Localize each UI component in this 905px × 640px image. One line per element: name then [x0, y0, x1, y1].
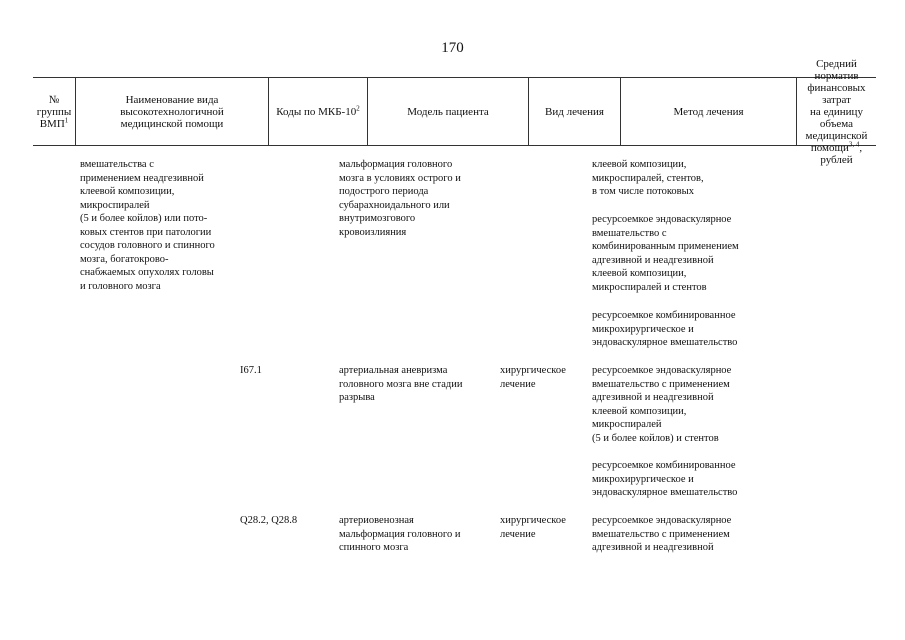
cell-line: ресурсоемкое эндоваскулярное [592, 214, 732, 225]
header-text: № [48, 93, 60, 106]
cell-line: клеевой композиции, [592, 405, 687, 417]
cell-line: кровоизлияния [339, 226, 407, 238]
cell-line: мозга в условиях острого и [339, 172, 461, 184]
cell-line: хирургическое [500, 365, 566, 376]
cell-line: (5 и более койлов) или пото- [80, 213, 208, 224]
model-cell [339, 364, 463, 405]
footnote-mark: 3, 4 [848, 139, 860, 148]
cell-line: микроспиралей [592, 419, 662, 430]
header-text: ВМП [39, 117, 65, 130]
header-text: Средний норматив [814, 57, 859, 82]
cell-line: применением неадгезивной [80, 172, 204, 184]
cell-line: хирургическое [500, 515, 566, 526]
cell-line: вмешательства с [80, 159, 154, 170]
cell-line: клеевой композиции, [592, 159, 687, 170]
method-block [592, 309, 737, 350]
cell-line: ковых стентов при патологии [80, 226, 212, 238]
method-block [592, 213, 739, 294]
header-col-cost [797, 57, 876, 166]
cell-line: микроспиралей [80, 199, 150, 211]
cell-line: мозга, богатокрово- [80, 253, 169, 265]
header-text: помощи [810, 141, 849, 154]
footnote-mark: 1 [64, 115, 69, 124]
header-text: медицинской [805, 129, 868, 142]
cell-line: микрохирургическое и [592, 323, 694, 335]
header-text: Модель пациента [407, 105, 489, 118]
header-text: Коды по МКБ-10 [276, 105, 357, 118]
header-col-codes [269, 78, 368, 145]
cell-line: микроспиралей, стентов, [592, 172, 704, 184]
cell-line: внутримозгового [339, 213, 416, 224]
cell-line: вмешательство с [592, 227, 667, 239]
cell-line: (5 и более койлов) и стентов [592, 432, 719, 444]
header-text: Наименование вида [125, 93, 219, 106]
cell-line: подострого периода [339, 186, 429, 197]
cell-line: адгезивной и неадгезивной [592, 254, 714, 266]
header-col-name [76, 78, 269, 145]
cell-line: лечение [500, 378, 536, 390]
method-block [592, 364, 731, 445]
header-col-method [621, 78, 797, 145]
cell-line: эндоваскулярное вмешательство [592, 337, 738, 348]
cell-line: лечение [500, 528, 536, 540]
cell-line: головного мозга вне стадии [339, 378, 463, 390]
header-text: медицинской помощи [120, 117, 224, 130]
cell-line: разрыва [339, 392, 375, 403]
cell-line: артериовенозная [339, 515, 414, 526]
header-col-treatment [529, 78, 621, 145]
cell-line: снабжаемых опухолях головы [80, 267, 214, 278]
cell-line: микроспиралей и стентов [592, 281, 707, 293]
code-cell: Q28.2, Q28.8 [240, 515, 298, 526]
cell-line: и головного мозга [80, 280, 161, 292]
cell-line: мальформация головного и [339, 528, 461, 540]
header-text: группы [36, 105, 72, 118]
method-block [592, 459, 737, 500]
header-text: Вид лечения [545, 105, 604, 118]
header-text: финансовых затрат [807, 81, 866, 106]
cell-line: ресурсоемкое эндоваскулярное [592, 365, 732, 376]
header-text: Метод лечения [673, 105, 744, 118]
cell-line: микрохирургическое и [592, 473, 694, 485]
cell-line: адгезивной и неадгезивной [592, 392, 714, 403]
header-text [797, 139, 876, 166]
header-text [37, 115, 72, 130]
cell-line: артериальная аневризма [339, 365, 448, 376]
header-text: , рублей [820, 141, 863, 166]
cell-line: сосудов головного и спинного [80, 240, 215, 251]
cell-line: эндоваскулярное вмешательство [592, 487, 738, 498]
method-block [592, 514, 731, 555]
cell-line: субарахноидального или [339, 199, 450, 211]
header-col-model [368, 78, 529, 145]
treatment-cell [500, 364, 566, 391]
header-text: на единицу объема [810, 105, 863, 130]
cell-line: ресурсоемкое эндоваскулярное [592, 515, 732, 526]
model-cell [339, 514, 460, 555]
treatment-cell [500, 514, 566, 541]
model-cell [339, 158, 461, 239]
cell-line: вмешательство с применением [592, 528, 730, 540]
cell-line: комбинированным применением [592, 241, 739, 252]
code-cell: I67.1 [240, 365, 262, 376]
cell-line: в том числе потоковых [592, 186, 694, 197]
cell-line: клеевой композиции, [592, 268, 687, 279]
cell-line: спинного мозга [339, 542, 409, 553]
page-number: 170 [441, 40, 464, 56]
cell-line: ресурсоемкое комбинированное [592, 460, 736, 471]
cell-line: вмешательство с применением [592, 378, 730, 390]
cell-line: адгезивной и неадгезивной [592, 542, 714, 553]
footnote-mark: 2 [356, 103, 360, 112]
method-block [592, 158, 704, 199]
name-cell [80, 158, 215, 293]
cell-line: мальформация головного [339, 159, 453, 170]
header-text: высокотехнологичной [120, 105, 224, 118]
header-col-group-number [33, 78, 76, 145]
cell-line: ресурсоемкое комбинированное [592, 310, 736, 321]
cell-line: клеевой композиции, [80, 186, 175, 197]
